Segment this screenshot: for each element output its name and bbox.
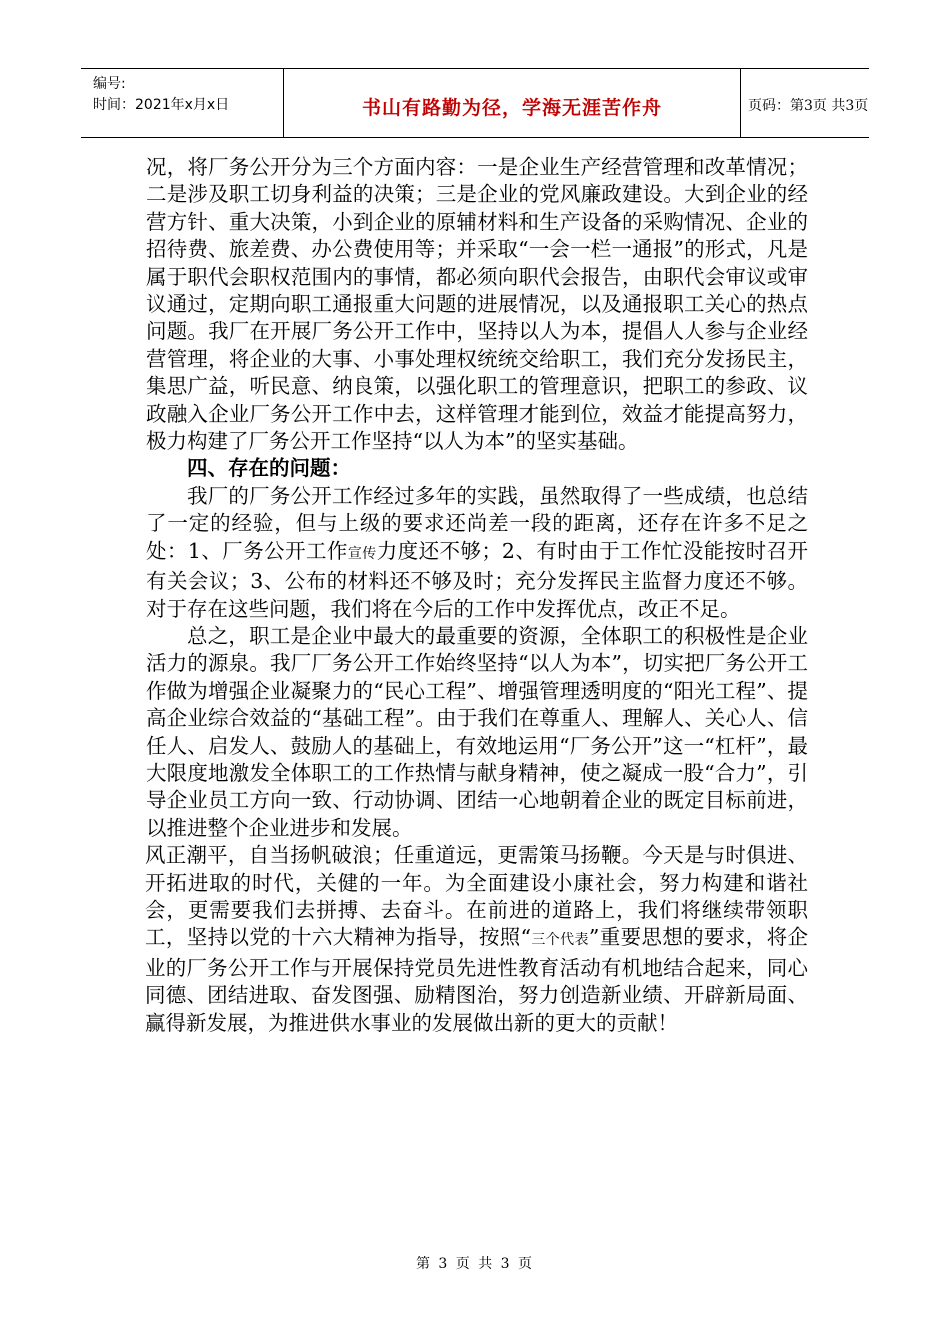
document-body <box>146 154 808 1037</box>
header-meta-cell <box>81 69 283 137</box>
body-paragraph: 总之，职工是企业中最大的最重要的资源，全体职工的积极性是企业活力的源泉。我厂厂务公开工作始终坚持“以人为本”，切实把厂务公开工作做为增强企业凝聚力的“民心工程”、增强管理透明度的“阳光工程”、提高企业综合效益的“基础工程”。由于我们在尊重人、理解人、关心人、信任人、启发人、鼓励人的基础上，有效地运用“厂务公开”这一“杠杆”，最大限度地激发全体职工的工作热情与献身精神，使之凝成一股“合力”，引导企业员工方向一致、行动协调、团结一心地朝着企业的既定目标前进，以推进整个企业进步和发展。 <box>146 623 808 840</box>
document-number-label: 编号: <box>93 76 126 92</box>
paragraph-small-text: 宣传 <box>347 545 377 562</box>
header-page-number: 页码：第3页 共3页 <box>748 98 869 114</box>
header-page-cell <box>740 69 869 137</box>
body-paragraph <box>145 842 808 1037</box>
header-motto: 书山有路勤为径，学海无涯苦作舟 <box>361 97 662 119</box>
header-motto-cell <box>283 69 741 137</box>
body-paragraph: 况，将厂务公开分为三个方面内容：一是企业生产经营管理和改革情况；二是涉及职工切身利益的决策；三是企业的党风廉政建设。大到企业的经营方针、重大决策，小到企业的原辅材料和生产设备的采购情况、企业的招待费、旅差费、办公费使用等；并采取“一会一栏一通报”的形式，凡是属于职代会职权范围内的事情，都必须向职代会报告，由职代会审议或审议通过，定期向职工通报重大问题的进展情况，以及通报职工关心的热点问题。我厂在开展厂务公开工作中，坚持以人为本，提倡人人参与企业经营管理，将企业的大事、小事处理权统统交给职工，我们充分发扬民主，集思广益，听民意、纳良策，以强化职工的管理意识，把职工的参政、议政融入企业厂务公开工作中去，这样管理才能到位，效益才能提高努力，极力构建了厂务公开工作坚持“以人为本”的坚实基础。 <box>146 155 808 454</box>
body-paragraph <box>146 483 808 623</box>
paragraph-text: ”重要思想的要求，将企业的厂务公开工作与开展保持党员先进性教育活动有机地结合起来，同心同德、团结进取、奋发图强、励精图治，努力创造新业绩、开辟新局面、赢得新发展，为推进供水事业的发展做出新的更大的贡献！ <box>145 925 809 1035</box>
paragraph-text: 风正潮平，自当扬帆破浪；任重道远，更需策马扬鞭。今天是与时俱进、开拓进取的时代，关健的一年。为全面建设小康社会，努力构建和谐社会，更需要我们去拼搏、去奋斗。在前进的道路上，我们将继续带领职工，坚持以党的十六大精神为指导，按照“ <box>145 843 808 950</box>
paragraph-small-text: 三个代表 <box>531 932 589 949</box>
document-date-label: 时间：2021年x月x日 <box>93 97 230 113</box>
page-footer: 第 3 页 共 3 页 <box>415 1256 535 1272</box>
section-heading: 四、存在的问题： <box>187 456 351 481</box>
paragraph-text: 我厂的厂务公开工作经过多年的实践，虽然取得了一些成绩，也总结了一定的经验，但与上级的要求还尚差一段的距离，还存在许多不足之处：1、厂务公开工作 <box>146 483 808 563</box>
page-header <box>81 68 869 138</box>
paragraph-text: 力度还不够；2、有时由于工作忙没能按时召开有关会议；3、公布的材料还不够及时；充分发挥民主监督力度还不够。对于存在这些问题，我们将在今后的工作中发挥优点，改正不足。 <box>146 538 809 621</box>
